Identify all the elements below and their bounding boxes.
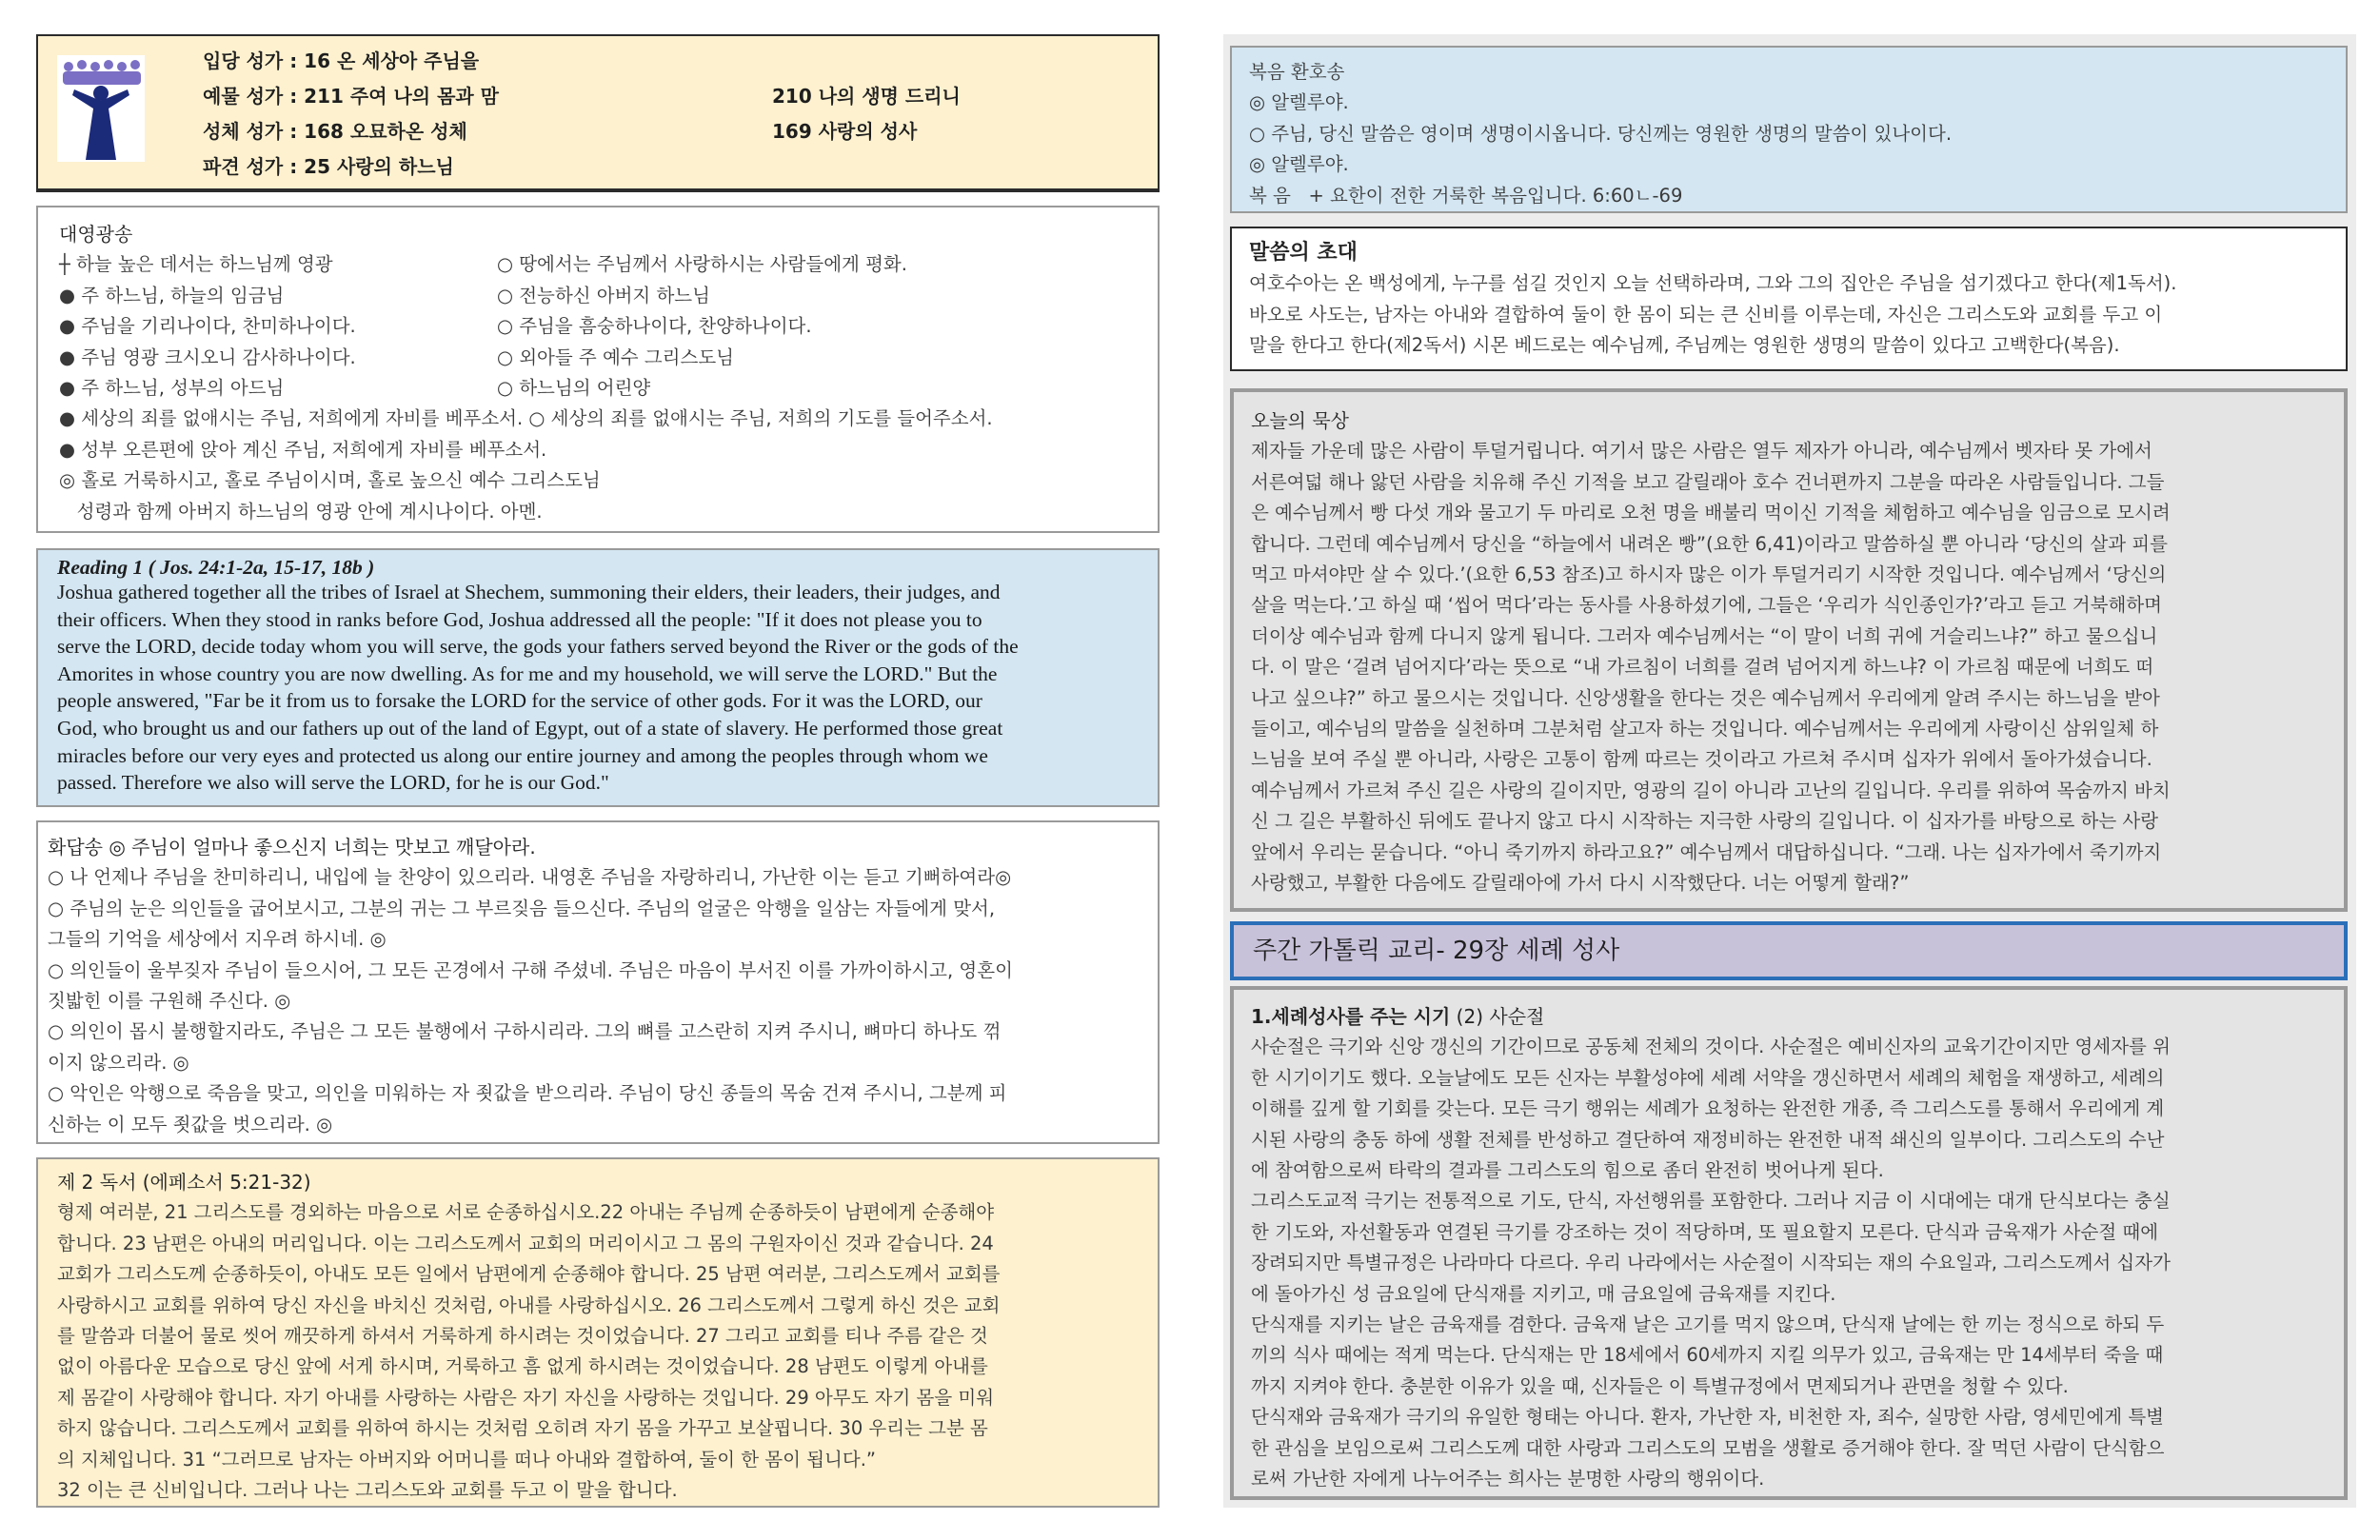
reading1-line: Joshua gathered together all the tribes of Israel at Shechem, summoning their elders, their leaders, their judges, and [57,581,1001,603]
gloria-line: ○ 주님을 흠숭하나이다, 찬양하나이다. [497,315,812,338]
psalm-line: 짓밟힌 이를 구원해 주신다. ◎ [48,990,291,1013]
meditation-line: 합니다. 그런데 예수님께서 당신을 “하늘에서 내려온 빵”(요한 6,41)이라고 말씀하실 뿐 아니라 ‘당신의 살과 피를 [1251,532,2168,555]
gloria-line: ○ 전능하신 아버지 하느님 [497,284,710,306]
reading1-line: passed. Therefore we also will serve the LORD, for he is our God." [57,771,609,795]
gospel-line: ◎ 알렐루야. [1249,153,1349,176]
hymn-communion-alt: 169 사랑의 성사 [772,120,918,143]
reading2-line: 없이 아름다운 모습으로 당신 앞에 서게 하시며, 거룩하고 흠 없게 하시려는 것이었습니다. 28 남편도 이렇게 아내를 [57,1355,988,1378]
reading1-line: serve the LORD, decide today whom you will serve, the gods your fathers served beyond the River or the gods of the [57,635,1019,659]
meditation-line: 서른여덟 해나 앓던 사람을 치유해 주신 기적을 보고 갈릴래아 호수 건너편까지 그분을 따라온 사람들입니다. 그들 [1251,470,2165,493]
gloria-line: ┼ 하늘 높은 데서는 하느님께 영광 [59,253,333,276]
gloria-line: ● 주 하느님, 성부의 아드님 [59,377,285,400]
catechism-line: 단식재와 금육재가 극기의 유일한 형태는 아니다. 환자, 가난한 자, 비천한 자, 죄수, 실망한 사람, 영세민에게 특별 [1251,1406,2164,1429]
meditation-title: 오늘의 묵상 [1251,409,1349,432]
catechism-header [1230,921,2348,980]
catechism-section-title: 1.세례성사를 주는 시기 [1251,1005,1451,1028]
hymn-box [36,34,1160,192]
meditation-line: 느님을 보여 주실 뿐 아니라, 사랑은 고통이 함께 따르는 것이라고 가르쳐 주시며 십자가 위에서 돌아가셨습니다. [1251,748,2152,771]
gospel-line: ◎ 알렐루야. [1249,91,1349,114]
psalm-title: 화답송 ◎ 주님이 얼마나 좋으신지 너희는 맛보고 깨달아라. [48,836,536,859]
gloria-line: ● 성부 오른편에 앉아 계신 주님, 저희에게 자비를 베푸소서. [59,438,547,461]
meditation-line: 살을 먹는다.’고 하실 때 ‘씹어 먹다’라는 동사를 사용하셨기에, 그들은 ‘우리가 식인종인가?’라고 듣고 거북해하며 [1251,594,2162,617]
psalm-box [36,820,1160,1144]
psalm-line: ○ 의인들이 울부짖자 주님이 들으시어, 그 모든 곤경에서 구해 주셨네. 주님은 마음이 부서진 이를 가까이하시고, 영혼이 [48,958,1013,981]
catechism-line: 단식재를 지키는 날은 금육재를 겸한다. 금육재 날은 고기를 먹지 않으며, 단식재 날에는 한 끼는 정식으로 하되 두 [1251,1313,2165,1336]
gloria-box [36,206,1160,533]
reading2-box [36,1157,1160,1508]
invitation-box [1230,227,2348,371]
psalm-line: ○ 의인이 몹시 불행할지라도, 주님은 그 모든 불행에서 구하시리라. 그의 뼈를 고스란히 지켜 주시니, 뼈마디 하나도 꺾 [48,1020,1002,1043]
gloria-line: ● 주 하느님, 하늘의 임금님 [59,284,285,306]
catechism-line: 장려되지만 특별규정은 나라마다 다르다. 우리 나라에서는 사순절이 시작되는 재의 수요일과, 그리스도께서 십자가 [1251,1252,2171,1274]
invitation-line: 바오로 사도는, 남자는 아내와 결합하여 둘이 한 몸이 되는 큰 신비를 이루는데, 자신은 그리스도와 교회를 두고 이 [1249,303,2163,326]
meditation-box [1230,388,2348,912]
gloria-title: 대영광송 [59,223,133,246]
gloria-line: ◎ 홀로 거룩하시고, 홀로 주님이시며, 홀로 높으신 예수 그리스도님 [59,469,601,492]
reading2-line: 사랑하시고 교회를 위하여 당신 자신을 바치신 것처럼, 아내를 사랑하십시오. 26 그리스도께서 그렇게 하신 것은 교회 [57,1293,1001,1316]
gospel-line: ○ 주님, 당신 말씀은 영이며 생명이시옵니다. 당신께는 영원한 생명의 말씀이 있나이다. [1249,122,1953,145]
choir-icon [57,55,145,162]
reading1-line: people answered, "Far be it from us to forsake the LORD for the service of other gods. For it was the LORD, our [57,689,982,713]
catechism-section-sub: (2) 사순절 [1450,1005,1545,1028]
catechism-line: 시된 사랑의 충동 하에 생활 전체를 반성하고 결단하여 재정비하는 완전한 내적 쇄신의 일부이다. 그리스도의 수난 [1251,1128,2165,1151]
hymn-entrance: 입당 성가 : 16 온 세상아 주님을 [203,49,480,72]
psalm-line: ○ 주님의 눈은 의인들을 굽어보시고, 그분의 귀는 그 부르짖음 들으신다. 주님의 얼굴은 악행을 일삼는 자들에게 맞서, [48,897,996,919]
psalm-line: 이지 않으리라. ◎ [48,1051,189,1074]
gloria-line: ● 주님 영광 크시오니 감사하나이다. [59,346,356,368]
catechism-line: 그리스도교적 극기는 전통적으로 기도, 단식, 자선행위를 포함한다. 그러나 지금 이 시대에는 대개 단식보다는 충실 [1251,1190,2171,1213]
meditation-line: 은 예수님께서 빵 다섯 개와 물고기 두 마리로 오천 명을 배불리 먹이신 기적을 체험하고 예수님을 임금으로 모시려 [1251,502,2171,524]
catechism-line: 한 시기이기도 했다. 오늘날에도 모든 신자는 부활성야에 세례 서약을 갱신하면서 세례의 체험을 재생하고, 세례의 [1251,1066,2165,1089]
catechism-line: 에 참여함으로써 타락의 결과를 그리스도의 힘으로 좀더 완전히 벗어나게 된다. [1251,1159,1884,1182]
reading2-line: 하지 않습니다. 그리스도께서 교회를 위하여 하시는 것처럼 오히려 자기 몸을 가꾸고 보살핍니다. 30 우리는 그분 몸 [57,1417,988,1440]
meditation-line: 먹고 마셔야만 살 수 있다.’(요한 6,53 참조)고 하시자 많은 이가 투덜거리기 시작한 것입니다. 예수님께서 ‘당신의 [1251,563,2167,586]
catechism-line: 로써 가난한 자에게 나누어주는 희사는 분명한 사랑의 행위이다. [1251,1468,1765,1491]
meditation-line: 나고 싶으냐?” 하고 물으시는 것입니다. 신앙생활을 한다는 것은 예수님께서 우리에게 알려 주시는 하느님을 받아 [1251,686,2160,709]
reading2-line: 를 말씀과 더불어 물로 씻어 깨끗하게 하셔서 거룩하게 하시려는 것이었습니다. 27 그리고 교회를 티나 주름 같은 것 [57,1325,988,1348]
reading2-line: 교회가 그리스도께 순종하듯이, 아내도 모든 일에서 남편에게 순종해야 합니다. 25 남편 여러분, 그리스도께서 교회를 [57,1263,1001,1286]
meditation-line: 더이상 예수님과 함께 다니지 않게 됩니다. 그러자 예수님께서는 “이 말이 너희 귀에 거슬리느냐?” 하고 물으십니 [1251,624,2158,647]
reading2-line: 제 몸같이 사랑해야 합니다. 자기 아내를 사랑하는 사람은 자기 자신을 사랑하는 것입니다. 29 아무도 자기 몸을 미워 [57,1386,995,1409]
reading1-line: God, who brought us and our fathers up out of the land of Egypt, out of a state of slavery. He performed those great [57,716,1003,740]
catechism-line: 한 기도와, 자선활동과 연결된 극기를 강조하는 것이 적당하며, 또 필요할지 모른다. 단식과 금육재가 사순절 때에 [1251,1220,2159,1243]
gloria-line: 성령과 함께 아버지 하느님의 영광 안에 계시나이다. 아멘. [59,500,543,523]
hymn-offertory: 예물 성가 : 211 주여 나의 몸과 맘 [203,85,500,108]
psalm-line: ○ 나 언제나 주님을 찬미하리니, 내입에 늘 찬양이 있으리라. 내영혼 주님을 자랑하리니, 가난한 이는 듣고 기뻐하여라◎ [48,866,1012,889]
gloria-line: ● 주님을 기리나이다, 찬미하나이다. [59,315,356,338]
reading1-box [36,548,1160,807]
meditation-line: 사랑했고, 부활한 다음에도 갈릴래아에 가서 다시 시작했단다. 너는 어떻게 할래?” [1251,872,1910,895]
meditation-line: 앞에서 우리는 묻습니다. “아니 죽기까지 하라고요?” 예수님께서 대답하십니다. “그래. 나는 십자가에서 죽기까지 [1251,840,2162,863]
hymn-offertory-alt: 210 나의 생명 드리니 [772,85,961,108]
invitation-title: 말씀의 초대 [1249,241,1358,265]
reading1-line: miracles before our very eyes and protected us along our entire journey and among the peoples through whom we [57,743,988,767]
hymn-recessional: 파견 성가 : 25 사랑의 하느님 [203,155,454,178]
reading1-line: their officers. When they stood in ranks before God, Joshua addressed all the people: "If it does not please you to [57,607,982,631]
meditation-line: 다. 이 말은 ‘걸려 넘어지다’라는 뜻으로 “내 가르침이 너희를 걸려 넘어지게 하느냐? 이 가르침 때문에 너희도 떠 [1251,656,2154,679]
catechism-line: 이해를 깊게 할 기회를 갖는다. 모든 극기 행위는 세례가 요청하는 완전한 개종, 즉 그리스도를 통해서 우리에게 계 [1251,1097,2165,1120]
psalm-line: ○ 악인은 악행으로 죽음을 맞고, 의인을 미워하는 자 죗값을 받으리라. 주님이 당신 종들의 목숨 건져 주시니, 그분께 피 [48,1082,1007,1105]
meditation-line: 제자들 가운데 많은 사람이 투덜거립니다. 여기서 많은 사람은 열두 제자가 아니라, 예수님께서 벳자타 못 가에서 [1251,440,2152,463]
reading2-line: 형제 여러분, 21 그리스도를 경외하는 마음으로 서로 순종하십시오.22 아내는 주님께 순종하듯이 남편에게 순종해야 [57,1201,995,1224]
gloria-line: ○ 땅에서는 주님께서 사랑하시는 사람들에게 평화. [497,253,907,276]
catechism-line: 사순절은 극기와 신앙 갱신의 기간이므로 공동체 전체의 것이다. 사순절은 예비신자의 교육기간이지만 영세자를 위 [1251,1036,2171,1058]
gloria-line: ● 세상의 죄를 없애시는 주님, 저희에게 자비를 베푸소서. ○ 세상의 죄를 없애시는 주님, 저희의 기도를 들어주소서. [59,407,993,430]
meditation-line: 들이고, 예수님의 말씀을 실천하며 그분처럼 살고자 하는 것입니다. 예수님께서는 우리에게 사랑이신 삼위일체 하 [1251,718,2159,740]
psalm-line: 신하는 이 모두 죗값을 벗으리라. ◎ [48,1113,333,1135]
invitation-line: 말을 한다고 한다(제2독서) 시몬 베드로는 예수님께, 주님께는 영원한 생명의 말씀이 있다고 고백한다(복음). [1249,334,2120,357]
hymn-communion: 성체 성가 : 168 오묘하온 성체 [203,120,467,143]
gospel-acclamation-box [1230,46,2348,213]
catechism-line: 끼의 식사 때에는 적게 먹는다. 단식재는 만 18세에서 60세까지 지킬 의무가 있고, 금육재는 만 14세부터 죽을 때 [1251,1344,2164,1367]
gloria-line: ○ 하느님의 어린양 [497,377,651,400]
catechism-header-title: 주간 가톨릭 교리- 29장 세례 성사 [1253,937,1620,965]
reading2-line: 32 이는 큰 신비입니다. 그러나 나는 그리스도와 교회를 두고 이 말을 합니다. [57,1479,678,1502]
reading1-line: Amorites in whose country you are now dwelling. As for me and my household, we will serve the LORD." But the [57,661,998,685]
catechism-line: 한 관심을 보임으로써 그리스도께 대한 사랑과 그리스도의 모범을 생활로 증거해야 한다. 잘 먹던 사람이 단식함으 [1251,1436,2165,1459]
meditation-line: 신 그 길은 부활하신 뒤에도 끝나지 않고 다시 시작하는 지극한 사랑의 길입니다. 이 십자가를 바탕으로 하는 사랑 [1251,810,2159,833]
psalm-line: 그들의 기억을 세상에서 지우려 하시네. ◎ [48,928,387,951]
catechism-line: 까지 지켜야 한다. 충분한 이유가 있을 때, 신자들은 이 특별규정에서 면제되거나 관면을 청할 수 있다. [1251,1374,2069,1397]
gloria-line: ○ 외아들 주 예수 그리스도님 [497,346,735,368]
reading2-title: 제 2 독서 (에페소서 5:21-32) [57,1171,311,1194]
reading2-line: 의 지체입니다. 31 “그러므로 남자는 아버지와 어머니를 떠나 아내와 결합하여, 둘이 한 몸이 됩니다.” [57,1448,877,1471]
reading2-line: 합니다. 23 남편은 아내의 머리입니다. 이는 그리스도께서 교회의 머리이시고 그 몸의 구원자이신 것과 같습니다. 24 [57,1232,994,1254]
gospel-line: 복음 환호송 [1249,61,1345,83]
catechism-line: 에 돌아가신 성 금요일에 단식재를 지키고, 매 금요일에 금육재를 지킨다. [1251,1282,1836,1305]
gospel-line: 복 음 + 요한이 전한 거룩한 복음입니다. 6:60ㄴ-69 [1249,184,1683,207]
invitation-line: 여호수아는 온 백성에게, 누구를 섬길 것인지 오늘 선택하라며, 그와 그의 집안은 주님을 섬기겠다고 한다(제1독서). [1249,272,2177,295]
reading1-title: Reading 1 ( Jos. 24:1-2a, 15-17, 18b ) [57,556,375,579]
meditation-line: 예수님께서 가르쳐 주신 길은 사랑의 길이지만, 영광의 길이 아니라 고난의 길입니다. 우리를 위하여 목숨까지 바치 [1251,779,2171,801]
catechism-box [1230,986,2348,1500]
